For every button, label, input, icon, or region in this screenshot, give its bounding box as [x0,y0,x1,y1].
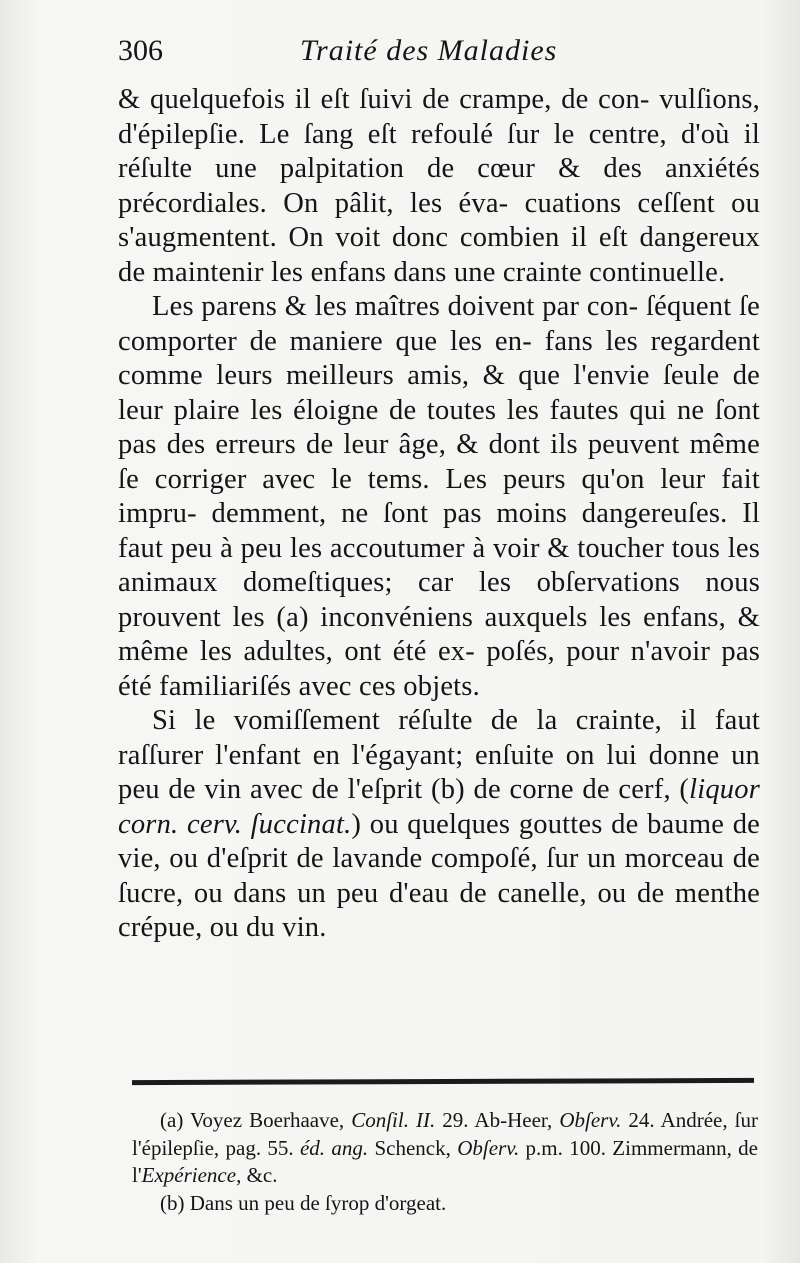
paragraph-3 [118,704,760,946]
text-line: Si le vomiſſement réſulte de la crainte, il [152,705,697,736]
footnote-text: p.m. 100. Zimmermann, de l' [132,1135,758,1187]
text-line: vulſions, d'épilepſie. Le ſang eſt refoulé ſur le [118,84,761,150]
text-line: & que l'envie ſeule de leur plaire les éloigne [118,360,760,426]
text-fragment: ) [351,808,362,840]
text-line: les animaux domeſtiques; car les obſervations [118,532,760,598]
paragraph-1 [118,83,760,290]
footnote-text: 29. Ab-Heer, [435,1108,560,1132]
text-line: combien il eſt dangereux de maintenir les [118,222,761,288]
text-line: cuations ceſſent ou s'augmentent. On voit donc [118,187,761,253]
footnote-text: , &c. [236,1163,278,1187]
text-line: d'eſprit de lavande compoſé, ſur un morceau [206,843,725,874]
running-head: Traité des Maladies [300,34,558,67]
page-header [118,34,758,74]
text-fragment: de corne de cerf, ( [473,774,690,805]
footnote-divider [132,1078,754,1085]
text-line: lui donne un peu de vin avec de l'eſprit (b) [118,739,761,805]
text-line: les enfans, & même les adultes, ont été ex- [118,601,761,667]
footnote-italic: Expérience [141,1163,237,1187]
text-line: enfans dans une crainte continuelle. [310,256,726,288]
text-line: ces objets. [358,670,480,702]
text-line: demment, ne ſont pas moins dangereuſes. Il faut [118,498,760,564]
text-line: faut raſſurer l'enfant en l'égayant; enſuite on [118,705,761,771]
text-line: nous prouvent les (a) inconvéniens auxquels [118,567,760,633]
footnote-italic: Obſerv. [457,1135,520,1160]
text-line: de leur âge, & dont ils peuvent même ſe corriger [118,429,761,495]
footnote-marker: (b) [160,1190,185,1215]
text-line: poſés, pour n'avoir pas été familiariſés avec [118,636,761,702]
body-text [118,83,760,946]
footnote-italic: Obſerv. [559,1108,622,1132]
text-line: & des anxiétés précordiales. On pâlit, les éva- [118,153,760,219]
footnote-italic: Conſil. II. [351,1108,436,1132]
footnote-text: Dans un peu de ſyrop d'orgeat. [184,1190,447,1215]
page-number: 306 [118,34,163,67]
text-line: peu à peu les accoutumer à voir & toucher tous [170,532,721,564]
text-line: ſéquent ſe comporter de maniere que les en- [118,291,760,357]
text-line: & quelquefois il eſt ſuivi de crampe, de con- [118,84,650,115]
footnote-b [132,1190,758,1218]
text-line: fans les regardent comme leurs meilleurs amis, [118,325,760,391]
text-line: Les parens & les maîtres doivent par con- [152,291,639,322]
footnote-marker: (a) [160,1108,184,1132]
text-line: de ſucre, ou dans un peu d'eau de canelle, [118,843,760,909]
text-line: de toutes les fautes qui ne ſont pas des erreurs [118,394,760,460]
paragraph-2 [118,290,760,704]
footnote-a [132,1107,758,1190]
text-line: avec le tems. Les peurs qu'on leur fait impru- [118,463,760,529]
latin-remedy-name: liquor corn. cerv. ſuccinat. [118,774,760,840]
text-line: ou de menthe crépue, ou du vin. [118,877,761,943]
footnote-text: Voyez Boerhaave, [183,1108,352,1132]
footnote-italic: éd. ang. [299,1135,369,1160]
text-line: centre, d'où il réſulte une palpitation de cœur [118,118,760,184]
footnote-text: Schenck, [368,1135,458,1160]
text-line: ou quelques gouttes de baume de vie, ou [118,808,761,874]
footnote-text: 24. Andrée, ſur l'épilepſie, pag. 55. [132,1108,758,1160]
footnotes [132,1107,758,1217]
